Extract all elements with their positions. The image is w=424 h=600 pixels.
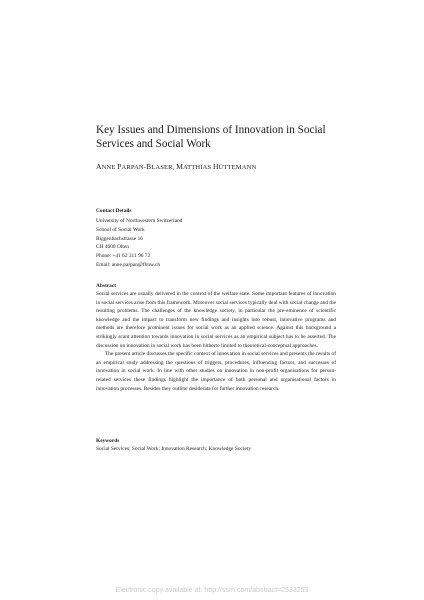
contact-city: CH 4600 Olten — [96, 244, 129, 251]
author-2: MATTHIAS HÜTTEMANN — [176, 162, 257, 171]
contact-heading: Contact Details — [96, 208, 132, 214]
contact-email: Email: anne.parpan@fhnw.ch — [96, 261, 161, 268]
contact-street: Riggenbachstrasse 16 — [96, 235, 143, 242]
keywords-heading: Keywords — [96, 438, 120, 444]
ssrn-footer-link[interactable]: Electronic copy available at: http://ssrn.com/abstract=2533253 — [115, 587, 309, 594]
abstract-paragraph-1: Social services are usually delivered in the context of the welfare state. Some important features of innovation in social services arise from this framework. Moreover social services typically deal with social change and the resulting problems. The challenges of the knowledge society, in particular the pre-eminence of scientific knowledge and the impact to transform new findings and insights into robust, innovative programs and methods are therefore prominent issues for social work as an applied science. Against this background a strikingly scant attention towards innovation in social services as an empirical subject has to be asserted. The discussion on innovation in social work has been hitherto limited to theoretical-conceptual approaches. — [96, 291, 336, 349]
contact-phone: Phone: +41 62 311 96 72 — [96, 253, 151, 260]
contact-institution: University of Northwestern Switzerland — [96, 218, 183, 224]
abstract-body — [96, 290, 336, 393]
paper-page — [96, 0, 336, 600]
abstract-heading: Abstract — [96, 283, 117, 289]
keywords-list: Social Services; Social Work; Innovation Research; Knowledge Society — [96, 446, 252, 452]
abstract-paragraph-2: The present article discusses the specific context of innovation in social services and presents the results of an empirical study addressing the questions of triggers, procedures, influencing factors, and successes of innovation in social work. In line with other studies on innovation in non-profit organisations for person-related services these findings highlight the importance of both personal and organisational factors in innovation processes. Besides they outline desiderata for further innovation research. — [96, 351, 336, 392]
contact-details — [96, 217, 182, 270]
contact-school: School of Social Work — [96, 226, 145, 233]
author-1: ANNE PARPAN-BLASER — [96, 162, 173, 171]
author-list — [96, 162, 336, 171]
author-separator: , — [172, 164, 177, 171]
paper-title: Key Issues and Dimensions of Innovation in Social Services and Social Work — [96, 124, 326, 150]
